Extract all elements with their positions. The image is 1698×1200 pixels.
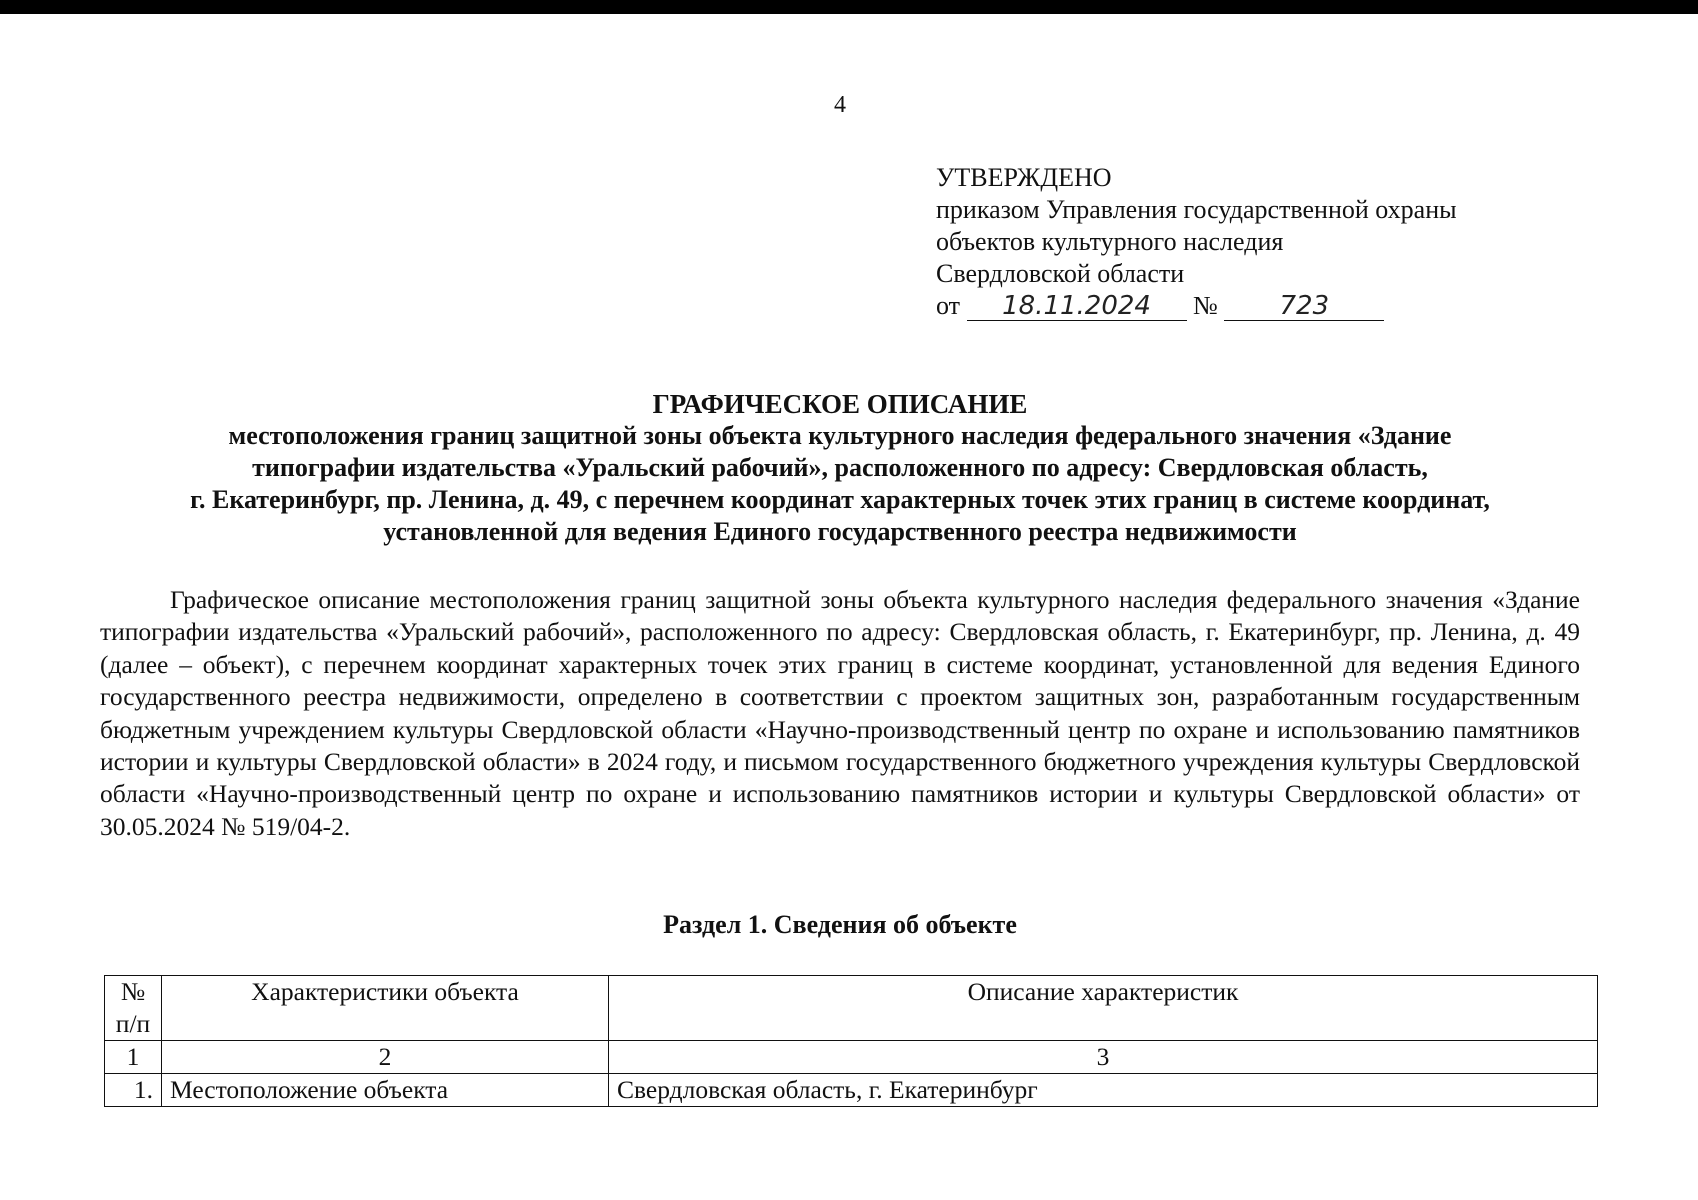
title-main: ГРАФИЧЕСКОЕ ОПИСАНИЕ (652, 389, 1028, 419)
header-num: № п/п (105, 976, 162, 1041)
table-row (105, 1074, 1598, 1107)
index-cell: 3 (609, 1041, 1598, 1074)
approval-line-3: Свердловской области (936, 259, 1185, 288)
title-subtitle-line-4: установленной для ведения Единого государственного реестра недвижимости (383, 517, 1297, 546)
row-num: 1. (105, 1074, 162, 1107)
header-characteristic: Характеристики объекта (162, 976, 609, 1041)
title-subtitle-line-2: типографии издательства «Уральский рабочий», расположенного по адресу: Свердловская область, (252, 453, 1428, 482)
approval-line-1: приказом Управления государственной охраны (936, 195, 1457, 224)
header-description: Описание характеристик (609, 976, 1598, 1041)
page-number: 4 (834, 92, 846, 118)
approval-number-label: № (1193, 291, 1218, 320)
scan-top-edge (0, 0, 1698, 14)
index-cell: 1 (105, 1041, 162, 1074)
row-characteristic: Местоположение объекта (162, 1074, 609, 1107)
section-heading: Раздел 1. Сведения об объекте (663, 910, 1017, 939)
approval-date-number-line (936, 290, 1457, 322)
title-subtitle-line-3: г. Екатеринбург, пр. Ленина, д. 49, с перечнем координат характерных точек этих границ в системе координат, (190, 485, 1490, 514)
approval-date-handwritten: 18.11.2024 (967, 292, 1187, 321)
title-subtitle-line-1: местоположения границ защитной зоны объекта культурного наследия федерального значения «Здание (228, 421, 1452, 450)
approval-heading: УТВЕРЖДЕНО (936, 163, 1112, 192)
body-paragraph: Графическое описание местоположения границ защитной зоны объекта культурного наследия федерального значения «Здание типографии издательства «Уральский рабочий», расположенного по адресу: Свердловская область, г. Екатеринбург, пр. Ленина, д. 49 (далее – объект), с перечнем координат характерных точек этих границ в системе координат, установленной для ведения Единого государственного реестра недвижимости, определено в соответствии с проектом защитных зон, разработанным государственным бюджетным учреждением культуры Свердловской области «Научно-производственный центр по охране и использованию памятников истории и культуры Свердловской области» в 2024 году, и письмом государственного бюджетного учреждения культуры Свердловской области «Научно-производственный центр по охране и использованию памятников истории и культуры Свердловской области» от 30.05.2024 № 519/04-2. (100, 585, 1580, 841)
approval-number-handwritten: 723 (1224, 292, 1384, 321)
approval-line-2: объектов культурного наследия (936, 227, 1284, 256)
table-header-row (105, 976, 1598, 1041)
table-index-row (105, 1041, 1598, 1074)
object-info-table (104, 975, 1598, 1107)
document-title (100, 388, 1580, 548)
approval-from-label: от (936, 291, 961, 320)
row-description: Свердловская область, г. Екатеринбург (609, 1074, 1598, 1107)
approval-block (936, 162, 1457, 322)
index-cell: 2 (162, 1041, 609, 1074)
